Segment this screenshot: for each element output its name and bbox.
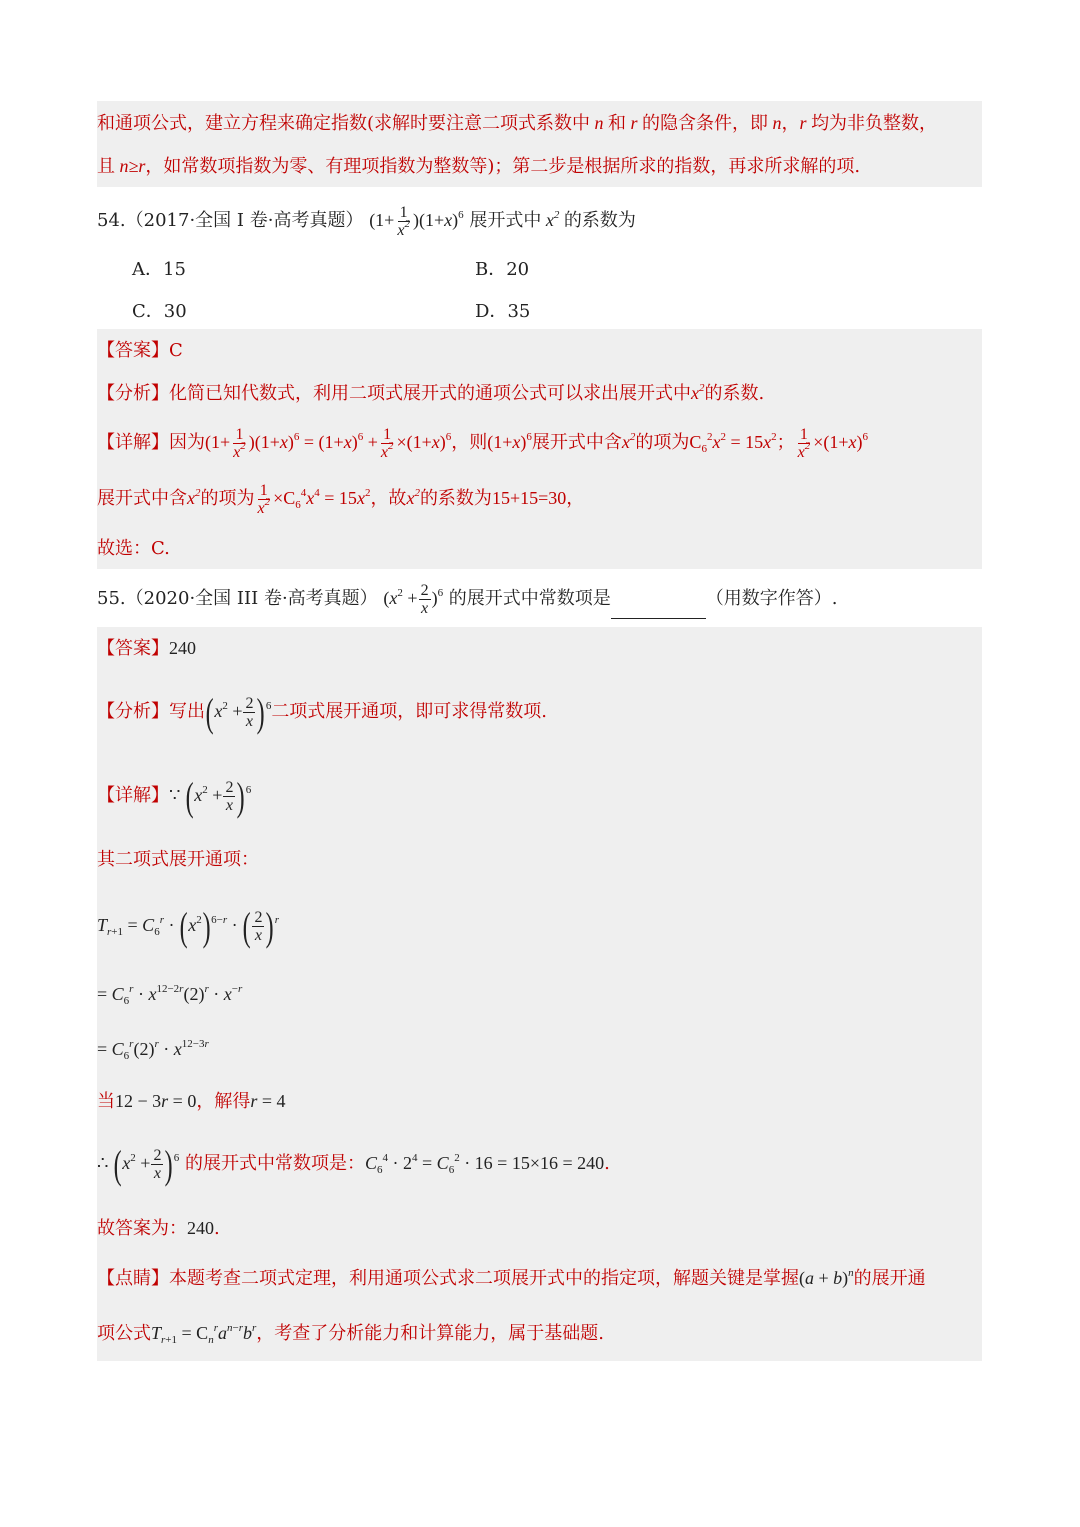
q54-option-b[interactable]: B．20 [475, 259, 530, 280]
q54-select: 故选：C. [97, 538, 170, 559]
q54-answer: 【答案】C [97, 340, 183, 361]
q55-stem: 55.（2020·全国 III 卷·高考真题） ($x^2$ + $\frac{2}{x}$ )$^6$ 的展开式中常数项是 （用数字作答）. [97, 578, 838, 618]
q55-detail: 【详解】∵ ($x^2$ + $\frac{2}{x}$ )$^6$ [97, 773, 252, 819]
q54-option-c[interactable]: C．30 [132, 301, 187, 322]
intro-line-1: 和通项公式，建立方程来确定指数(求解时要注意二项式系数中 n 和 r 的隐含条件，即 n，r 均为非负整数， [97, 113, 938, 134]
q55-formula-1: $T_{r+1} = C_6^r \cdot (x^2)^{6-r}$ · ( $\frac{2}{x}$ )$^r$ [97, 903, 280, 949]
answer-blank[interactable] [611, 600, 706, 619]
q55-formula-3: = $C_6^r(2)^r \cdot x^{12-3r}$ [97, 1038, 209, 1062]
q55-constant-term: ∴ ($x^2$ + $\frac{2}{x}$ )$^6$ 的展开式中常数项是：$C_6^4 \cdot 2^4 = C_6^2 \cdot 16 = 15\times 16 = 240$. [97, 1141, 610, 1187]
q55-answer: 【答案】240 [97, 638, 196, 659]
q55-final-answer: 故答案为：240. [97, 1218, 220, 1239]
q54-option-d[interactable]: D．35 [475, 301, 531, 322]
q55-general-term-label: 其二项式展开通项： [97, 849, 259, 870]
q55-comment-line-2: 项公式$T_{r+1} = C_n^ra^{n-r}b^r$，考查了分析能力和计算能力，属于基础题. [97, 1322, 604, 1346]
q54-detail-line-2: 展开式中含$x^2$的项为 $\frac{1}{x^2}$ $\times C_6^4x^4 = 15x^2$，故$x^2$的系数为15+15=30， [97, 481, 585, 517]
q54-detail-line-1: 【详解】因为(1+ $\frac{1}{x^2}$ )$(1+x)^6 = (1+x)^6$ + $\frac{1}{x^2}$ $\times(1+x)^6$，则$(1+x)^6$展开式中含$x^2$的项为$C_6^2x^2 = 15x^2$； $\frac{1}{x^2}$ $\times(1+x)^6$ [97, 425, 868, 461]
intro-line-2: 且 n≥r，如常数项指数为零、有理项指数为整数等)；第二步是根据所求的指数，再求所求解的项. [97, 156, 861, 177]
q54-stem: 54.（2017·全国 I 卷·高考真题） (1+ $\frac{1}{x^2}$ )$(1+x)^6$ 展开式中 $x^2$ 的系数为 [97, 203, 636, 239]
q55-formula-2: = $C_6^r \cdot x^{12-2r}(2)^r \cdot x^{-r}$ [97, 983, 243, 1007]
q55-analysis: 【分析】写出($x^2$ + $\frac{2}{x}$ )$^6$二项式展开通项，即可求得常数项. [97, 689, 548, 735]
q55-solve: 当12 − 3r = 0，解得r = 4 [97, 1091, 286, 1112]
q55-comment-line-1: 【点睛】本题考查二项式定理，利用通项公式求二项展开式中的指定项，解题关键是掌握$(a + b)^n$的展开通 [97, 1267, 926, 1289]
q54-option-a[interactable]: A．15 [132, 259, 186, 280]
q54-analysis: 【分析】化简已知代数式，利用二项式展开式的通项公式可以求出展开式中$x^2$的系数. [97, 382, 765, 404]
